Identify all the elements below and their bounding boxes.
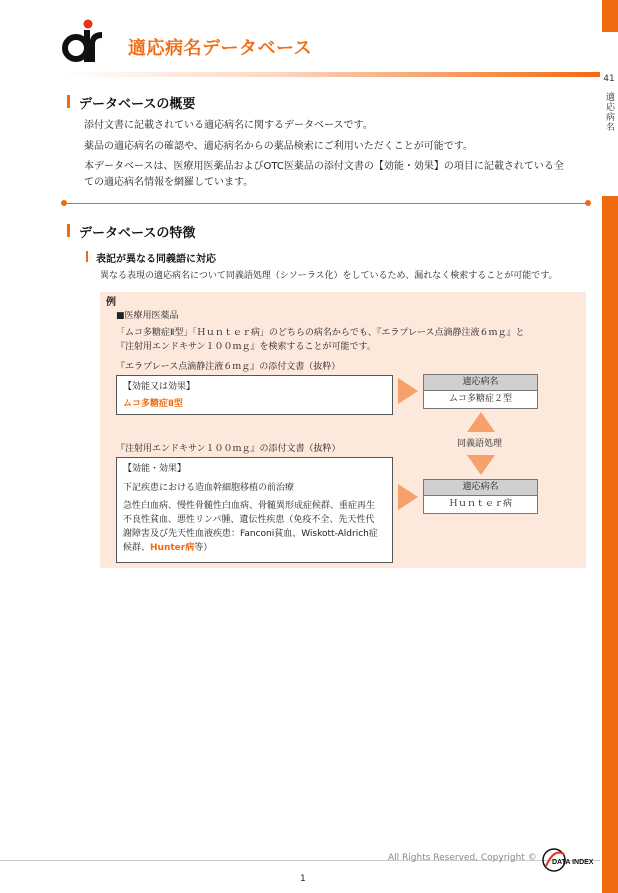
doc2-line-5-post: 等）	[194, 543, 213, 553]
table2	[423, 479, 538, 514]
arrow-right-icon	[398, 484, 420, 510]
side-page-number: 41	[603, 74, 615, 84]
overview-line-2: 薬品の適応病名の確認や、適応病名からの薬品検索にご利用いただくことが可能です。	[84, 141, 473, 152]
features-description: 異なる表現の適応病名について同義語処理（シソーラス化）をしているため、漏れなく検索することが可能です。	[100, 271, 558, 281]
page-number: 1	[300, 874, 306, 884]
overview-line-1: 添付文書に記載されている適応病名に関するデータベースです。	[84, 120, 373, 131]
doc2-line-2: 急性白血病、慢性骨髄性白血病、骨髄異形成症候群、重症再生	[123, 501, 376, 511]
overview-heading: データベースの概要	[79, 93, 195, 112]
side-label: 適応病名	[604, 92, 614, 132]
features-subheading: 表記が異なる同義語に対応	[96, 250, 216, 265]
data-index-logo-icon	[540, 846, 600, 874]
title-rule	[62, 72, 600, 77]
divider-dot-right	[585, 200, 591, 206]
side-tab-main	[602, 196, 618, 893]
section-divider	[64, 203, 588, 204]
doc2-line-5-pre: 候群、	[123, 543, 151, 553]
example-intro-1: 「ムコ多糖症Ⅱ型」「Ｈｕｎｔｅｒ病」のどちらの病名からでも、『エラプレース点滴静注液６ｍｇ』と	[116, 328, 525, 338]
table1-value: ムコ多糖症２型	[448, 394, 512, 404]
copyright: All Rights Reserved, Copyright ©	[388, 853, 537, 863]
doc2-caption: 『注射用エンドキサン１００ｍｇ』の添付文書（抜粋）	[116, 444, 341, 454]
brand-logo-icon	[62, 18, 110, 64]
example-label: 例	[106, 297, 116, 308]
doc2-section: 【効能・効果】	[123, 464, 187, 474]
doc1-disease: ムコ多糖症Ⅱ型	[123, 399, 183, 409]
doc2-line-5-highlight: Hunter病	[150, 543, 195, 553]
doc2-line-5	[123, 541, 212, 555]
example-intro-2: 『注射用エンドキサン１００ｍｇ』を検索することが可能です。	[116, 342, 376, 352]
arrow-right-icon	[398, 378, 420, 404]
doc2-line-3: 不良性貧血、悪性リンパ腫、遺伝性疾患（免疫不全、先天性代	[123, 515, 375, 525]
side-tab-top	[602, 0, 618, 32]
overview-line-3: 本データベースは、医療用医薬品およびOTC医薬品の添付文書の【効能・効果】の項目に記載されている全	[84, 161, 564, 172]
table1-header: 適応病名	[424, 375, 537, 391]
doc2-line-1: 下記疾患における造血幹細胞移植の前治療	[123, 483, 295, 493]
page-title: 適応病名データベース	[128, 38, 313, 59]
table1	[423, 374, 538, 409]
brand-text: DATA INDEX	[552, 859, 594, 866]
doc2-line-4: 謝障害及び先天性血液疾患：Fanconi貧血、Wiskott-Aldrich症	[123, 529, 378, 539]
arrow-up-icon	[467, 412, 495, 432]
table2-header: 適応病名	[424, 480, 537, 496]
divider-dot-left	[61, 200, 67, 206]
features-heading: データベースの特徴	[79, 222, 195, 241]
table2-value: Ｈｕｎｔｅｒ病	[448, 499, 512, 509]
overview-line-4: ての適応病名情報を網羅しています。	[84, 177, 254, 188]
doc1-section: 【効能又は効果】	[123, 382, 196, 392]
synonym-label: 同義語処理	[457, 439, 503, 449]
doc1-caption: 『エラプレース点滴静注液６ｍｇ』の添付文書（抜粋）	[116, 362, 341, 372]
arrow-down-icon	[467, 455, 495, 475]
example-category: ■医療用医薬品	[116, 311, 179, 321]
